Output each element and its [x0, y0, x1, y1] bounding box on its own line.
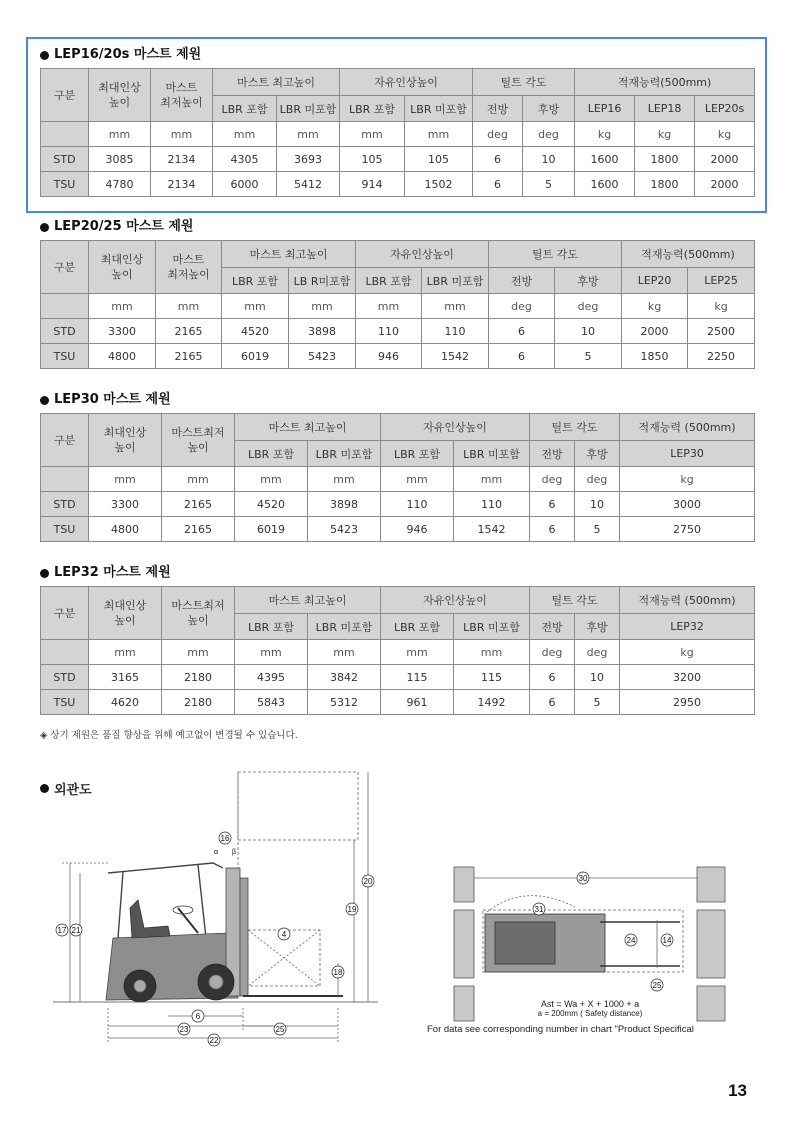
unit-cell: deg	[575, 640, 620, 665]
header-mastmin: 마스트 최저높이	[151, 69, 213, 122]
data-cell: 2500	[688, 319, 755, 344]
row-label: STD	[41, 665, 89, 690]
unit-cell: kg	[622, 294, 688, 319]
data-cell: 5423	[308, 517, 381, 542]
unit-cell: mm	[162, 467, 235, 492]
data-cell: 6	[530, 665, 575, 690]
angle-beta-label: β	[231, 849, 237, 856]
header-freelift: 자유인상높이	[340, 69, 473, 96]
header-lbr-out: LBR 미포함	[277, 96, 340, 122]
header-lbr-in: LBR 포함	[222, 268, 289, 294]
unit-cell: kg	[575, 122, 635, 147]
unit-cell: mm	[405, 122, 473, 147]
data-cell: 3000	[620, 492, 755, 517]
data-cell: 5	[523, 172, 575, 197]
header-mastmin: 마스트 최저높이	[156, 241, 222, 294]
header-bwd: 후방	[555, 268, 622, 294]
header-fl-in: LBR 포함	[340, 96, 405, 122]
header-model: LEP16	[575, 96, 635, 122]
data-cell: 4520	[222, 319, 289, 344]
data-cell: 5	[575, 690, 620, 715]
unit-cell: deg	[530, 640, 575, 665]
unit-cell: deg	[489, 294, 555, 319]
header-freelift: 자유인상높이	[356, 241, 489, 268]
data-cell: 6	[473, 172, 523, 197]
header-fwd: 전방	[489, 268, 555, 294]
data-cell: 6019	[235, 517, 308, 542]
header-freelift: 자유인상높이	[381, 414, 530, 441]
unit-cell: mm	[151, 122, 213, 147]
unit-blank	[41, 122, 89, 147]
data-cell: 4620	[89, 690, 162, 715]
dim-label: 25	[275, 1025, 285, 1034]
header-model: LEP20	[622, 268, 688, 294]
header-lbr-out: LBR 미포함	[308, 614, 381, 640]
data-cell: 115	[454, 665, 530, 690]
unit-cell: mm	[381, 467, 454, 492]
data-cell: 1542	[422, 344, 489, 369]
data-cell: 1542	[454, 517, 530, 542]
header-model: LEP18	[635, 96, 695, 122]
header-gubun: 구분	[41, 587, 89, 640]
data-cell: 110	[422, 319, 489, 344]
spec-table	[40, 240, 755, 369]
unit-cell: mm	[222, 294, 289, 319]
data-cell: 2134	[151, 147, 213, 172]
unit-cell: mm	[156, 294, 222, 319]
header-capacity: 적재능력(500mm)	[622, 241, 755, 268]
data-cell: 2000	[695, 147, 755, 172]
unit-blank	[41, 294, 89, 319]
header-tilt: 틸트 각도	[473, 69, 575, 96]
header-capacity: 적재능력(500mm)	[575, 69, 755, 96]
figure-title: 외관도	[40, 779, 92, 798]
data-cell: 3300	[89, 319, 156, 344]
dim-label: 17	[57, 926, 67, 935]
data-cell: 105	[405, 147, 473, 172]
spec-table	[40, 68, 755, 197]
dim-label: 4	[281, 930, 287, 939]
unit-cell: mm	[89, 640, 162, 665]
header-maxlift: 최대인상 높이	[89, 414, 162, 467]
header-mastmin: 마스트최저 높이	[162, 587, 235, 640]
data-cell: 3898	[289, 319, 356, 344]
header-lbr-in: LBR 포함	[235, 614, 308, 640]
section-lep30	[40, 391, 754, 542]
data-cell: 5312	[308, 690, 381, 715]
dim-label: 14	[662, 936, 672, 945]
spec-table	[40, 586, 755, 715]
data-cell: 3693	[277, 147, 340, 172]
data-cell: 3165	[89, 665, 162, 690]
header-capacity: 적재능력 (500mm)	[620, 587, 755, 614]
unit-cell: kg	[620, 467, 755, 492]
section-lep16	[40, 46, 754, 197]
unit-cell: mm	[356, 294, 422, 319]
dim-label: 23	[179, 1025, 189, 1034]
header-gubun: 구분	[41, 69, 89, 122]
header-bwd: 후방	[523, 96, 575, 122]
side-view-drawing	[48, 768, 393, 1048]
data-cell: 4780	[89, 172, 151, 197]
section-lep32	[40, 564, 754, 715]
header-freelift: 자유인상높이	[381, 587, 530, 614]
data-cell: 2950	[620, 690, 755, 715]
data-cell: 6	[489, 319, 555, 344]
row-label: TSU	[41, 517, 89, 542]
header-maxlift: 최대인상 높이	[89, 69, 151, 122]
dim-label: 24	[626, 936, 636, 945]
header-fl-out: LBR 미포함	[454, 441, 530, 467]
unit-cell: mm	[89, 294, 156, 319]
data-cell: 105	[340, 147, 405, 172]
dim-label: 19	[347, 905, 357, 914]
header-model: LEP25	[688, 268, 755, 294]
header-gubun: 구분	[41, 414, 89, 467]
header-fl-out: LBR 미포함	[422, 268, 489, 294]
data-cell: 10	[555, 319, 622, 344]
data-cell: 3200	[620, 665, 755, 690]
data-cell: 1600	[575, 147, 635, 172]
dim-label: 6	[195, 1012, 201, 1021]
data-cell: 2165	[162, 517, 235, 542]
header-model: LEP20s	[695, 96, 755, 122]
unit-cell: mm	[89, 467, 162, 492]
data-cell: 10	[575, 665, 620, 690]
data-cell: 946	[356, 344, 422, 369]
data-cell: 3898	[308, 492, 381, 517]
data-cell: 3300	[89, 492, 162, 517]
section-title: LEP16/20s 마스트 제원	[40, 46, 754, 64]
header-model: LEP30	[620, 441, 755, 467]
dim-label: 22	[209, 1036, 219, 1045]
section-lep20	[40, 218, 754, 369]
header-bwd: 후방	[575, 441, 620, 467]
spec-table	[40, 413, 755, 542]
unit-cell: kg	[688, 294, 755, 319]
safety-distance-formula: a = 200mm ( Safety distance)	[537, 1009, 643, 1018]
row-label: TSU	[41, 690, 89, 715]
data-cell: 5	[575, 517, 620, 542]
row-label: TSU	[41, 172, 89, 197]
header-bwd: 후방	[575, 614, 620, 640]
data-cell: 2165	[162, 492, 235, 517]
unit-cell: deg	[575, 467, 620, 492]
header-mastmax: 마스트 최고높이	[222, 241, 356, 268]
data-cell: 946	[381, 517, 454, 542]
figure-footnote: For data see corresponding number in chart "Product Specifical	[427, 1024, 694, 1035]
header-model: LEP32	[620, 614, 755, 640]
header-fwd: 전방	[530, 614, 575, 640]
data-cell: 1502	[405, 172, 473, 197]
header-capacity: 적재능력 (500mm)	[620, 414, 755, 441]
unit-cell: mm	[235, 640, 308, 665]
data-cell: 2180	[162, 690, 235, 715]
dim-label: 21	[71, 926, 81, 935]
header-tilt: 틸트 각도	[489, 241, 622, 268]
section-title: LEP20/25 마스트 제원	[40, 218, 754, 236]
row-label: STD	[41, 147, 89, 172]
header-mastmax: 마스트 최고높이	[235, 587, 381, 614]
bullet-icon	[40, 51, 49, 60]
bullet-icon	[40, 569, 49, 578]
data-cell: 4520	[235, 492, 308, 517]
data-cell: 914	[340, 172, 405, 197]
section-title: LEP30 마스트 제원	[40, 391, 754, 409]
data-cell: 1800	[635, 172, 695, 197]
unit-cell: mm	[89, 122, 151, 147]
data-cell: 5412	[277, 172, 340, 197]
data-cell: 2000	[695, 172, 755, 197]
header-lbr-in: LBR 포함	[235, 441, 308, 467]
unit-cell: mm	[381, 640, 454, 665]
unit-cell: kg	[695, 122, 755, 147]
data-cell: 4800	[89, 517, 162, 542]
unit-cell: deg	[523, 122, 575, 147]
unit-cell: kg	[635, 122, 695, 147]
data-cell: 2165	[156, 319, 222, 344]
header-tilt: 틸트 각도	[530, 587, 620, 614]
unit-cell: deg	[473, 122, 523, 147]
header-fwd: 전방	[473, 96, 523, 122]
unit-cell: kg	[620, 640, 755, 665]
unit-blank	[41, 640, 89, 665]
data-cell: 6000	[213, 172, 277, 197]
angle-alpha-label: α	[213, 849, 219, 856]
data-cell: 110	[381, 492, 454, 517]
unit-cell: mm	[308, 640, 381, 665]
data-cell: 1850	[622, 344, 688, 369]
data-cell: 3842	[308, 665, 381, 690]
dim-label: 25	[652, 981, 662, 990]
header-fl-in: LBR 포함	[381, 441, 454, 467]
section-title: LEP32 마스트 제원	[40, 564, 754, 582]
data-cell: 2134	[151, 172, 213, 197]
unit-cell: mm	[213, 122, 277, 147]
data-cell: 5843	[235, 690, 308, 715]
data-cell: 961	[381, 690, 454, 715]
data-cell: 2250	[688, 344, 755, 369]
unit-cell: mm	[422, 294, 489, 319]
header-gubun: 구분	[41, 241, 89, 294]
data-cell: 5423	[289, 344, 356, 369]
spec-change-note: ◈ 상기 제원은 품질 향상을 위해 예고없이 변경될 수 있습니다.	[40, 730, 298, 741]
unit-cell: mm	[454, 640, 530, 665]
unit-cell: mm	[235, 467, 308, 492]
row-label: STD	[41, 492, 89, 517]
header-fl-in: LBR 포함	[356, 268, 422, 294]
header-mastmin: 마스트최저 높이	[162, 414, 235, 467]
data-cell: 5	[555, 344, 622, 369]
header-lbr-out: LBR 미포함	[308, 441, 381, 467]
extended-carriage-outline	[238, 772, 358, 840]
header-lbr-in: LBR 포함	[213, 96, 277, 122]
data-cell: 6	[530, 517, 575, 542]
aisle-formula: Ast = Wa + X + 1000 + a	[540, 999, 640, 1009]
header-fwd: 전방	[530, 441, 575, 467]
data-cell: 6	[530, 492, 575, 517]
header-fl-out: LBR 미포함	[454, 614, 530, 640]
data-cell: 2000	[622, 319, 688, 344]
unit-cell: mm	[277, 122, 340, 147]
data-cell: 2165	[156, 344, 222, 369]
data-cell: 4395	[235, 665, 308, 690]
header-fl-in: LBR 포함	[381, 614, 454, 640]
data-cell: 6	[530, 690, 575, 715]
data-cell: 3085	[89, 147, 151, 172]
data-cell: 4800	[89, 344, 156, 369]
header-maxlift: 최대인상 높이	[89, 241, 156, 294]
data-cell: 6	[489, 344, 555, 369]
header-lbr-out: LB R미포함	[289, 268, 356, 294]
bullet-icon	[40, 396, 49, 405]
data-cell: 115	[381, 665, 454, 690]
dim-label: 16	[220, 834, 230, 843]
bullet-icon	[40, 223, 49, 232]
unit-cell: deg	[555, 294, 622, 319]
header-mastmax: 마스트 최고높이	[213, 69, 340, 96]
page-number: 13	[728, 1081, 747, 1100]
dim-label: 31	[534, 905, 544, 914]
dim-label: 20	[363, 877, 373, 886]
data-cell: 2180	[162, 665, 235, 690]
dim-label: 30	[578, 874, 588, 883]
unit-cell: mm	[454, 467, 530, 492]
unit-cell: mm	[289, 294, 356, 319]
data-cell: 6	[473, 147, 523, 172]
row-label: STD	[41, 319, 89, 344]
data-cell: 1492	[454, 690, 530, 715]
data-cell: 1600	[575, 172, 635, 197]
header-fl-out: LBR 미포함	[405, 96, 473, 122]
data-cell: 4305	[213, 147, 277, 172]
unit-blank	[41, 467, 89, 492]
unit-cell: mm	[340, 122, 405, 147]
data-cell: 2750	[620, 517, 755, 542]
header-maxlift: 최대인상 높이	[89, 587, 162, 640]
data-cell: 6019	[222, 344, 289, 369]
unit-cell: deg	[530, 467, 575, 492]
data-cell: 10	[523, 147, 575, 172]
header-mastmax: 마스트 최고높이	[235, 414, 381, 441]
data-cell: 1800	[635, 147, 695, 172]
data-cell: 110	[356, 319, 422, 344]
unit-cell: mm	[308, 467, 381, 492]
header-tilt: 틸트 각도	[530, 414, 620, 441]
unit-cell: mm	[162, 640, 235, 665]
data-cell: 10	[575, 492, 620, 517]
row-label: TSU	[41, 344, 89, 369]
dim-label: 18	[333, 968, 343, 977]
data-cell: 110	[454, 492, 530, 517]
